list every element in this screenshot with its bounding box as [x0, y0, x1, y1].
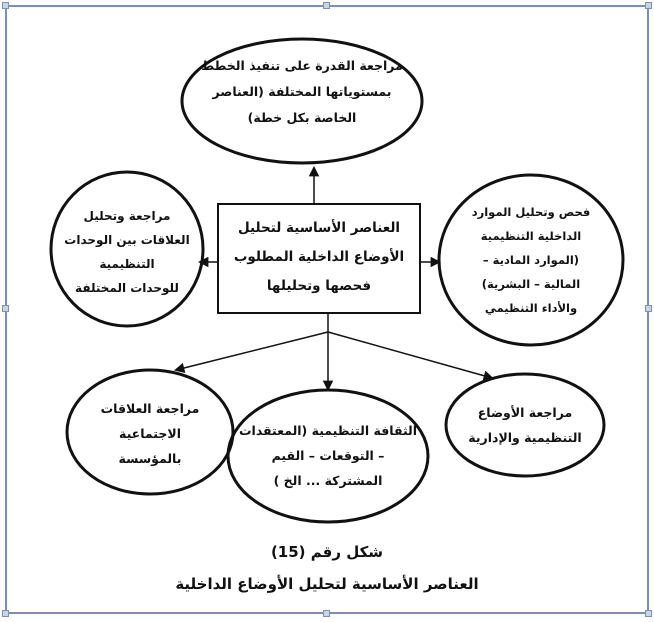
left-line: مراجعة وتحليل	[83, 209, 171, 223]
right-line: الداخلية التنظيمية	[480, 229, 582, 243]
resize-handle-bottom-right[interactable]	[645, 610, 652, 617]
left-line: التنظيمية	[99, 257, 155, 271]
top-line: الخاصة بكل خطة)	[247, 110, 357, 125]
resize-handle-top-center[interactable]	[323, 2, 330, 9]
resize-handle-middle-left[interactable]	[2, 305, 9, 312]
left-line: للوحدات المختلفة	[75, 281, 179, 295]
top-node-text	[200, 53, 404, 131]
right-line: والأداء التنظيمي	[484, 301, 578, 315]
right-line: المالية – البشرية)	[481, 277, 581, 291]
right-line: (الموارد المادية –	[482, 253, 580, 267]
right-line: فحص وتحليل الموارد	[471, 205, 591, 219]
bottom-center-node-text	[238, 418, 418, 493]
bottom-left-line: الاجتماعية	[119, 426, 181, 441]
bottom-right-node-text	[460, 400, 590, 450]
left-line: العلاقات بين الوحدات	[64, 233, 190, 247]
center-line: الأوضاع الداخلية المطلوب	[233, 249, 405, 265]
bottom-left-node-text	[85, 396, 215, 471]
top-line: مراجعة القدرة على تنفيذ الخطط	[201, 58, 403, 73]
arrow-to-bottom-left	[176, 332, 328, 370]
top-line: بمستوياتها المختلفة (العناصر	[212, 84, 392, 99]
bottom-center-line: الثقافة التنظيمية (المعتقدات	[238, 423, 418, 438]
resize-handle-bottom-center[interactable]	[323, 610, 330, 617]
center-line: العناصر الأساسية لتحليل	[237, 220, 401, 236]
resize-handle-top-right[interactable]	[645, 2, 652, 9]
bottom-left-line: مراجعة العلاقات	[100, 401, 200, 416]
bottom-center-line: المشتركة ... الخ )	[273, 473, 383, 488]
bottom-center-line: – التوقعات – القيم	[271, 448, 385, 463]
figure-title: العناصر الأساسية لتحليل الأوضاع الداخلية	[175, 575, 479, 593]
center-node-text	[222, 214, 416, 301]
right-node-text	[456, 200, 606, 320]
resize-handle-middle-right[interactable]	[645, 305, 652, 312]
resize-handle-top-left[interactable]	[2, 2, 9, 9]
center-line: فحصها وتحليلها	[266, 278, 372, 294]
bottom-right-line: مراجعة الأوضاع	[477, 405, 573, 420]
figure-label: شكل رقم (15)	[270, 543, 384, 561]
bottom-left-line: بالمؤسسة	[118, 451, 182, 466]
resize-handle-bottom-left[interactable]	[2, 610, 9, 617]
bottom-right-line: التنظيمية والإدارية	[468, 430, 582, 445]
left-node-text	[60, 204, 194, 300]
arrow-to-bottom-right	[328, 332, 492, 378]
